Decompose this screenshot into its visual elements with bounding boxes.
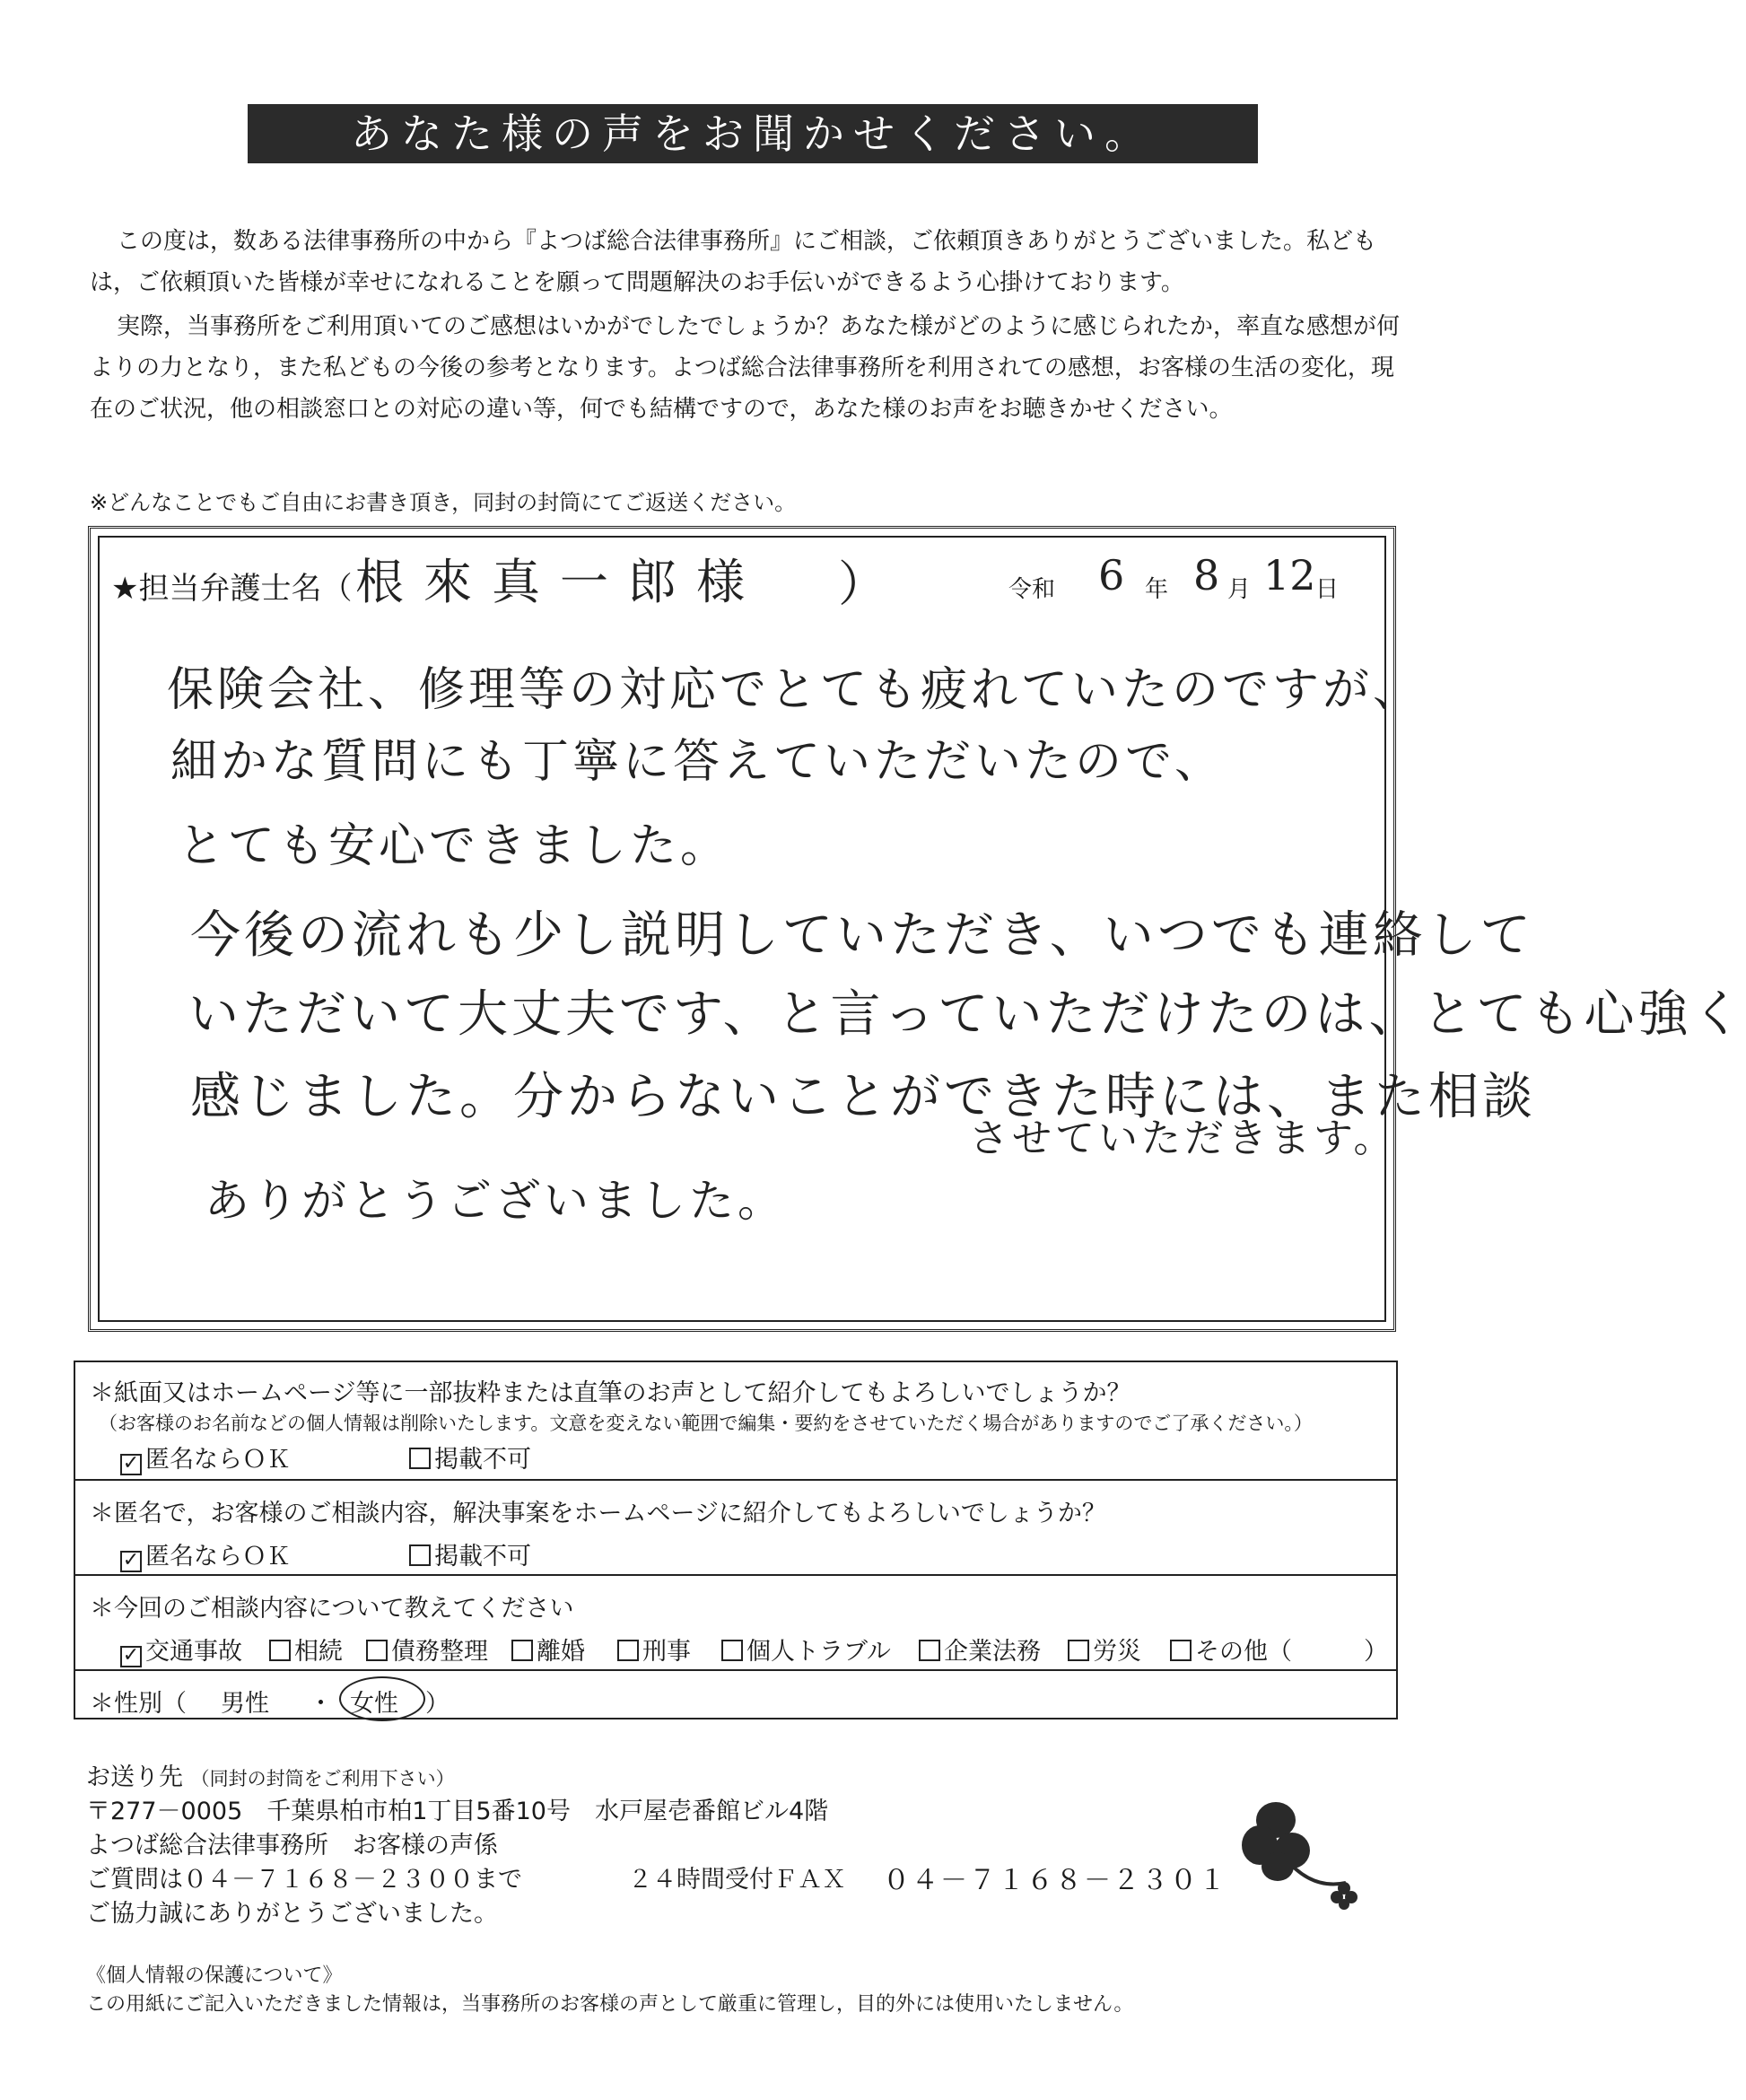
handwritten-line: いただいて大丈夫です、と言っていただけたのは、とても心強く bbox=[188, 985, 1746, 1044]
handwritten-line: させていただきます。 bbox=[969, 1116, 1397, 1161]
checkbox-checked[interactable]: ✓ bbox=[120, 1646, 142, 1667]
office-name: よつば総合法律事務所 お客様の声係 bbox=[86, 1832, 498, 1859]
lawyer-name: 根來真一郎様 bbox=[355, 554, 764, 610]
option-divorce[interactable]: 離婚 bbox=[511, 1632, 585, 1667]
checkbox[interactable] bbox=[511, 1640, 533, 1661]
checkbox-checked[interactable]: ✓ bbox=[120, 1551, 142, 1572]
clover-icon bbox=[1238, 1795, 1382, 1929]
question-publish-note: （お客様のお名前などの個人情報は削除いたします。文意を変えない範囲で編集・要約をさせていただく場合がありますのでご了承ください。） bbox=[99, 1413, 1313, 1434]
option-anonymous-ok[interactable]: ✓ 匿名ならＯＫ bbox=[120, 1536, 291, 1572]
date-month: 8 bbox=[1193, 551, 1220, 599]
fax-label: ２４時間受付ＦＡＸ bbox=[628, 1866, 846, 1894]
option-traffic-accident[interactable]: ✓ 交通事故 bbox=[120, 1632, 242, 1667]
privacy-title: 《個人情報の保護について》 bbox=[86, 1964, 343, 1987]
option-anonymous-ok[interactable]: ✓ 匿名ならＯＫ bbox=[120, 1439, 291, 1475]
checkbox[interactable] bbox=[409, 1448, 431, 1469]
send-to-label: お送り先 （同封の封筒をご利用下さい） bbox=[86, 1763, 455, 1791]
instruction-note: ※どんなことでもご自由にお書き頂き，同封の封筒にてご返送ください。 bbox=[90, 490, 797, 515]
thanks: ご協力誠にありがとうございました。 bbox=[86, 1900, 498, 1928]
handwritten-line: ありがとうございました。 bbox=[205, 1175, 786, 1227]
date-year-label: 年 bbox=[1145, 576, 1169, 603]
checkbox[interactable] bbox=[721, 1640, 743, 1661]
intro-paragraph-2: 実際，当事務所をご利用頂いてのご感想はいかがでしたでしょうか？あなた様がどのように感じられたか，率直な感想が何よりの力となり，また私どもの今後の参考となります。よつば総合法律事務所を利用されての感想，お客様の生活の変化，現在のご状況，他の相談窓口との対応の違い等，何でも結構ですので，あなた様のお声をお聴きかせください。 bbox=[90, 313, 1401, 423]
lawyer-close-paren: ） bbox=[838, 556, 886, 612]
option-labor-accident[interactable]: 労災 bbox=[1068, 1632, 1141, 1667]
phone: ご質問は０４－７１６８－２３００まで bbox=[86, 1866, 522, 1894]
date-year: 6 bbox=[1098, 551, 1125, 599]
checkbox[interactable] bbox=[409, 1544, 431, 1566]
date-day: 12 bbox=[1263, 551, 1316, 599]
option-criminal[interactable]: 刑事 bbox=[617, 1632, 691, 1667]
intro-paragraph-1: この度は，数ある法律事務所の中から『よつば総合法律事務所』にご相談，ご依頼頂きありがとうございました。私どもは，ご依頼頂いた皆様が幸せになれることを願って問題解決のお手伝いができるよう心掛けております。 bbox=[90, 228, 1377, 296]
page-title: あなた様の声をお聞かせください。 bbox=[248, 104, 1258, 163]
handwritten-line: 今後の流れも少し説明していただき、いつでも連絡して bbox=[190, 906, 1534, 965]
date-day-label: 日 bbox=[1315, 576, 1340, 603]
option-corporate[interactable]: 企業法務 bbox=[919, 1632, 1041, 1667]
address: 〒277－0005 千葉県柏市柏1丁目5番10号 水戸屋壱番館ビル4階 bbox=[86, 1798, 829, 1825]
checkbox[interactable] bbox=[366, 1640, 388, 1661]
option-inheritance[interactable]: 相続 bbox=[269, 1632, 343, 1667]
lawyer-label: ★担当弁護士名（ bbox=[111, 571, 353, 607]
selection-circle bbox=[339, 1676, 425, 1721]
gender-separator: ・ bbox=[309, 1690, 333, 1718]
gender-male[interactable]: 男性 bbox=[221, 1690, 269, 1718]
checkbox[interactable] bbox=[269, 1640, 291, 1661]
handwritten-line: とても安心できました。 bbox=[178, 819, 731, 873]
date-month-label: 月 bbox=[1227, 576, 1252, 603]
option-personal-trouble[interactable]: 個人トラブル bbox=[721, 1632, 891, 1667]
gender-female-selected[interactable]: 女性 bbox=[350, 1690, 398, 1718]
checkbox-checked[interactable]: ✓ bbox=[120, 1454, 142, 1475]
date-era: 令和 bbox=[1008, 576, 1056, 603]
handwritten-line: 感じました。分からないことができた時には、また相談 bbox=[190, 1068, 1536, 1126]
checkbox[interactable] bbox=[1170, 1640, 1192, 1661]
option-not-publish[interactable]: 掲載不可 bbox=[409, 1439, 531, 1474]
option-other[interactable]: その他（ bbox=[1170, 1632, 1292, 1667]
gender-close: ） bbox=[425, 1690, 450, 1718]
question-case-consent: ＊匿名で，お客様のご相談内容，解決事案をホームページに紹介してもよろしいでしょうか？ bbox=[90, 1500, 1106, 1527]
fax-number: ０４－７１６８－２３０１ bbox=[883, 1865, 1227, 1896]
option-not-publish[interactable]: 掲載不可 bbox=[409, 1536, 531, 1571]
option-other-close: ） bbox=[1364, 1638, 1388, 1666]
checkbox[interactable] bbox=[919, 1640, 940, 1661]
question-gender: ＊性別（ bbox=[90, 1690, 187, 1718]
handwritten-line: 細かな質問にも丁寧に答えていただいたので、 bbox=[170, 735, 1225, 789]
question-publish-consent: ＊紙面又はホームページ等に一部抜粋または直筆のお声として紹介してもよろしいでしょうか？ bbox=[90, 1379, 1131, 1407]
option-debt[interactable]: 債務整理 bbox=[366, 1632, 488, 1667]
checkbox[interactable] bbox=[1068, 1640, 1089, 1661]
privacy-text: この用紙にご記入いただきました情報は，当事務所のお客様の声として厳重に管理し，目的外には使用いたしません。 bbox=[86, 1993, 1134, 2016]
handwritten-line: 保険会社、修理等の対応でとても疲れていたのですが、 bbox=[167, 663, 1424, 717]
checkbox[interactable] bbox=[617, 1640, 639, 1661]
question-consult-type: ＊今回のご相談内容について教えてください bbox=[90, 1595, 574, 1623]
